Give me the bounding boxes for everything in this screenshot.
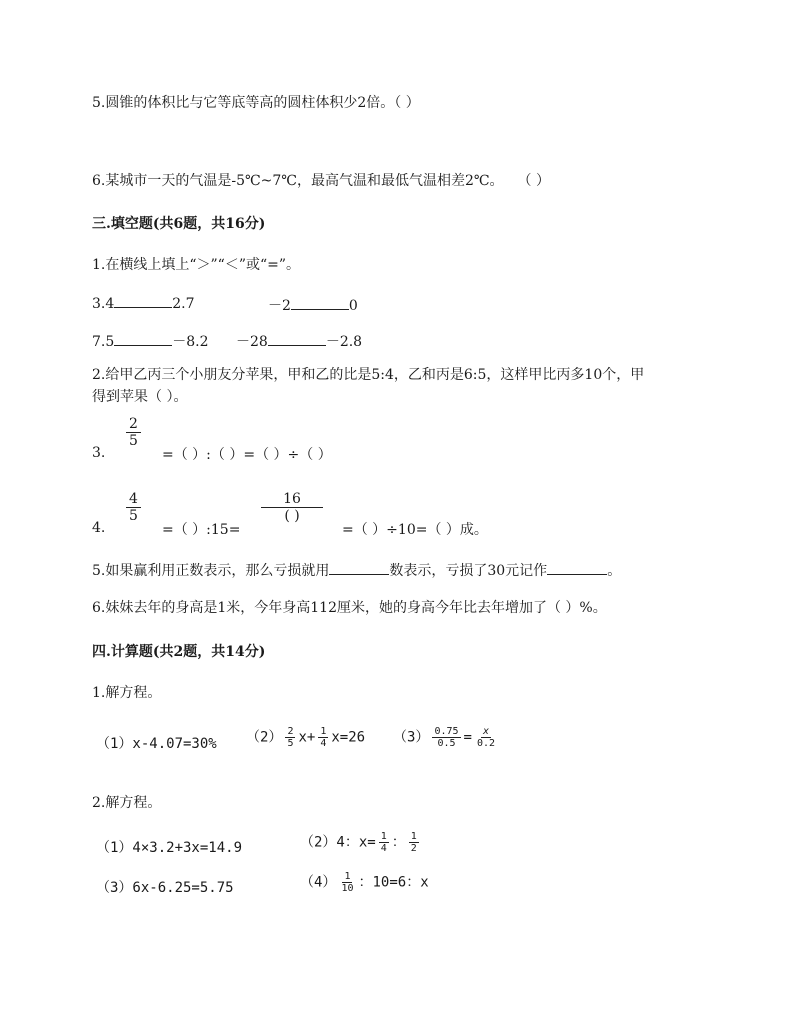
fill-question-3-label: 3. xyxy=(92,445,106,461)
fraction xyxy=(285,726,295,749)
equation-label: （3） xyxy=(393,729,430,746)
fraction-denominator: 4 xyxy=(320,738,327,749)
answer-blank[interactable] xyxy=(291,297,349,310)
compare-d-left: －28 xyxy=(236,334,268,350)
fraction-numerator: 0.75 xyxy=(434,726,459,737)
fraction xyxy=(432,726,460,749)
calc-question-2-prompt: 2.解方程。 xyxy=(92,795,162,811)
fraction xyxy=(379,831,389,854)
fraction-denominator: 10 xyxy=(341,883,354,894)
fraction-numerator: 1 xyxy=(344,871,351,882)
equation-term: x=26 xyxy=(331,729,366,746)
fill-question-3-expression: =（ ）:（ ）=（ ）÷（ ） xyxy=(162,447,332,463)
colon: ： xyxy=(391,834,406,851)
section-heading-fill-in: 三.填空题(共6题，共16分) xyxy=(92,216,266,232)
compare-c-right: －8.2 xyxy=(172,334,209,350)
fill-question-5-part2: 数表示，亏损了30元记作 xyxy=(389,563,548,579)
fraction-denominator: 5 xyxy=(287,738,294,749)
fraction-two-fifths xyxy=(126,416,141,449)
compare-d xyxy=(236,331,362,351)
fraction xyxy=(409,831,419,854)
fraction-denominator: ( ) xyxy=(284,508,300,524)
fraction-numerator: x xyxy=(482,726,490,737)
answer-blank[interactable] xyxy=(114,333,172,346)
equation-1-2 xyxy=(246,726,365,749)
equation-term: ：10=6：x xyxy=(358,874,429,891)
fraction-numerator: 1 xyxy=(410,831,417,842)
fraction-denominator: 0.5 xyxy=(437,738,456,749)
fill-question-2-line1: 2.给甲乙丙三个小朋友分苹果，甲和乙的比是5:4，乙和丙是6:5，这样甲比丙多10个，甲 xyxy=(92,367,645,383)
fraction xyxy=(339,871,355,894)
fraction xyxy=(475,726,497,749)
fill-question-1-prompt: 1.在横线上填上“＞”“＜”或“=”。 xyxy=(92,257,301,273)
fill-question-5-part1: 5.如果赢利用正数表示，那么亏损就用 xyxy=(92,563,330,579)
fraction-four-fifths xyxy=(126,491,141,524)
equation-label: （2） xyxy=(246,729,283,746)
calc-question-1-prompt: 1.解方程。 xyxy=(92,685,162,701)
fraction-denominator: 4 xyxy=(380,843,387,854)
equation-1-1: （1）x-4.07=30% xyxy=(96,736,217,752)
fraction-denominator: 5 xyxy=(129,508,138,524)
equals-sign: = xyxy=(463,729,472,746)
fill-question-4-mid: =（ ）:15= xyxy=(162,522,241,538)
fraction-numerator: 4 xyxy=(126,491,141,508)
equation-2-4 xyxy=(300,871,429,894)
answer-blank[interactable] xyxy=(114,295,172,308)
compare-b xyxy=(268,295,358,315)
compare-a-right: 2.7 xyxy=(172,296,195,312)
equation-label: （4） xyxy=(300,874,337,891)
compare-d-right: －2.8 xyxy=(325,334,363,350)
fraction-numerator: 2 xyxy=(287,726,294,737)
answer-blank[interactable] xyxy=(268,333,326,346)
fill-question-2-line2: 得到苹果（ ）。 xyxy=(92,389,188,405)
judge-question-6: 6.某城市一天的气温是-5℃~7℃，最高气温和最低气温相差2℃。 （ ） xyxy=(92,173,550,189)
equation-label: （2）4：x= xyxy=(300,834,376,851)
fraction-sixteen-over-blank xyxy=(264,491,320,524)
fraction-denominator: 2 xyxy=(410,843,417,854)
judge-question-5: 5.圆锥的体积比与它等底等高的圆柱体积少2倍。（ ） xyxy=(92,95,420,111)
compare-c-left: 7.5 xyxy=(92,334,115,350)
fraction-numerator: 16 xyxy=(261,491,323,508)
fill-question-5 xyxy=(92,560,621,580)
fraction xyxy=(318,726,328,749)
fraction-denominator: 0.2 xyxy=(476,738,496,749)
fill-question-5-part3: 。 xyxy=(607,563,622,579)
fraction-denominator: 5 xyxy=(129,433,138,449)
compare-b-right: 0 xyxy=(348,298,358,314)
compare-b-left: －2 xyxy=(268,298,291,314)
fraction-numerator: 2 xyxy=(126,416,141,433)
fill-question-4-label: 4. xyxy=(92,520,106,536)
section-heading-calculation: 四.计算题(共2题，共14分) xyxy=(92,644,266,660)
fill-question-4-expression: =（ ）÷10=（ ）成。 xyxy=(342,522,488,538)
compare-a xyxy=(92,295,195,312)
equation-2-1: （1）4×3.2+3x=14.9 xyxy=(96,840,243,856)
equation-2-3: （3）6x-6.25=5.75 xyxy=(96,880,234,896)
compare-c xyxy=(92,331,209,351)
answer-blank[interactable] xyxy=(547,562,607,575)
equation-2-2 xyxy=(300,831,422,854)
fill-question-6: 6.妹妹去年的身高是1米，今年身高112厘米，她的身高今年比去年增加了（ ）%。 xyxy=(92,600,607,616)
equation-term: x+ xyxy=(298,729,316,746)
answer-blank[interactable] xyxy=(329,562,389,575)
equation-1-3 xyxy=(393,726,500,749)
fraction-numerator: 1 xyxy=(320,726,327,737)
fraction-numerator: 1 xyxy=(380,831,387,842)
compare-a-left: 3.4 xyxy=(92,296,115,312)
